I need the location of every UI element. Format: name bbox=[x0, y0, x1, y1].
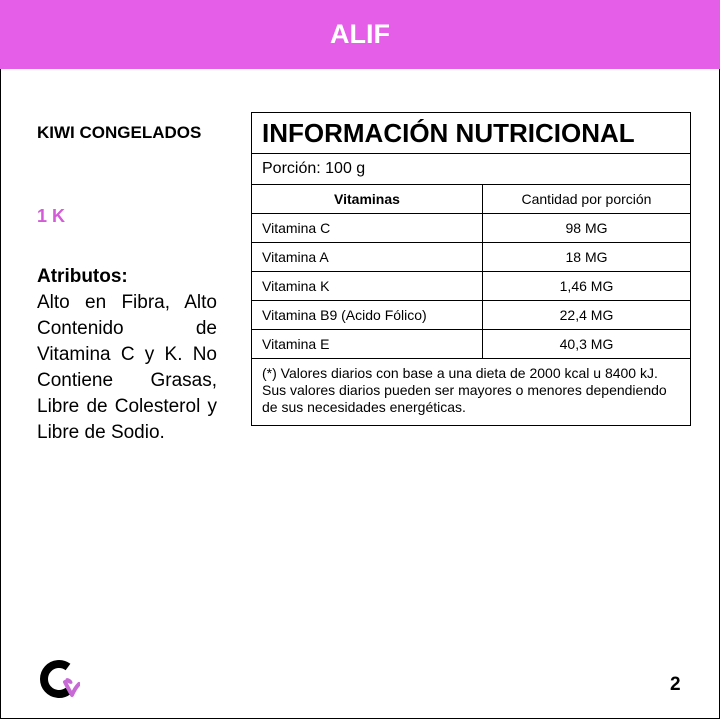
page-number: 2 bbox=[670, 674, 681, 695]
table-row bbox=[252, 301, 691, 330]
vitamin-name: Vitamina K bbox=[252, 272, 483, 301]
vitamin-amount: 40,3 MG bbox=[483, 330, 691, 359]
column-header-amount: Cantidad por porción bbox=[483, 185, 691, 214]
nutrition-title: INFORMACIÓN NUTRICIONAL bbox=[252, 113, 691, 154]
vitamin-amount: 98 MG bbox=[483, 214, 691, 243]
vitamin-amount: 18 MG bbox=[483, 243, 691, 272]
product-name: KIWI CONGELADOS bbox=[37, 123, 202, 142]
vitamin-name: Vitamina C bbox=[252, 214, 483, 243]
vitamin-amount: 22,4 MG bbox=[483, 301, 691, 330]
product-quantity: 1 K bbox=[37, 206, 66, 226]
brand-logo-icon bbox=[38, 658, 80, 700]
table-header-row bbox=[252, 185, 691, 214]
table-row bbox=[252, 330, 691, 359]
nutrition-footnote: (*) Valores diarios con base a una dieta de 2000 kcal u 8400 kJ. Sus valores diarios pueden ser mayores o menores dependiendo de sus necesidades energéticas. bbox=[252, 359, 691, 426]
header-title: ALIF bbox=[330, 19, 390, 49]
table-row bbox=[252, 214, 691, 243]
table-row bbox=[252, 243, 691, 272]
column-header-vitamins: Vitaminas bbox=[252, 185, 483, 214]
vitamin-amount: 1,46 MG bbox=[483, 272, 691, 301]
vitamin-name: Vitamina B9 (Acido Fólico) bbox=[252, 301, 483, 330]
vitamin-name: Vitamina A bbox=[252, 243, 483, 272]
attributes-text: Alto en Fibra, Alto Contenido de Vitamina C y K. No Contiene Grasas, Libre de Colesterol y Libre de Sodio. bbox=[37, 292, 217, 443]
nutrition-table bbox=[251, 112, 691, 426]
attributes-title: Atributos: bbox=[37, 266, 128, 287]
table-row bbox=[252, 272, 691, 301]
vitamin-name: Vitamina E bbox=[252, 330, 483, 359]
header-bar bbox=[0, 0, 720, 69]
portion-size: Porción: 100 g bbox=[252, 154, 691, 185]
